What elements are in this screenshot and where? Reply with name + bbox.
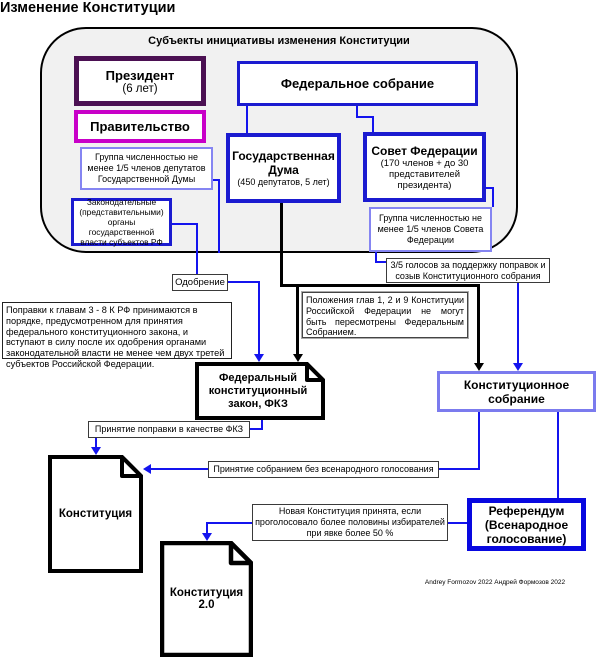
fkz-doc-title: Федеральный конституционный закон, ФКЗ: [208, 371, 308, 410]
constitution-doc-title: Конституция: [58, 508, 133, 520]
diagram-title: Изменение Конституции: [0, 0, 176, 16]
connector-fkzlabel-h: [250, 428, 263, 430]
connector-to-assembly-black: [477, 286, 480, 364]
connector-approval-h: [228, 281, 260, 283]
arrow-into-fkz-black: [293, 354, 303, 362]
state-duma-box: [226, 133, 341, 203]
federation-council-sub: (170 членов + до 30 представителей президента): [380, 157, 469, 191]
arrow-into-fkz-blue: [254, 354, 264, 362]
connector-assembly-left-h: [439, 468, 480, 470]
government-box: [74, 110, 206, 143]
government-title: Правительство: [90, 119, 190, 134]
president-title: Президент: [105, 67, 175, 83]
duma-initiative-group-box: Группа численностью не менее 1/5 членов депутатов Государственной Думы: [80, 147, 213, 190]
state-duma-sub: (450 депутатов, 5 лет): [237, 177, 330, 187]
constitutional-assembly-box: Конституционное собрание: [437, 371, 596, 412]
connector-council-group-v: [492, 187, 494, 207]
connector-duma-down: [280, 203, 283, 287]
connector-regional-h: [172, 223, 198, 225]
federation-council-title: Совет Федерации: [371, 143, 478, 158]
constitution2-doc-title: Конституция 2.0: [169, 587, 244, 611]
fkz-adoption-label: Принятие поправки в качестве ФКЗ: [88, 421, 250, 438]
arrow-into-constitution2: [202, 533, 212, 541]
president-box: [74, 56, 206, 106]
connector-threefifths-h: [375, 261, 386, 263]
connector-regional-v: [196, 223, 198, 274]
president-term: (6 лет): [122, 82, 158, 95]
approval-label: Одобрение: [172, 274, 228, 291]
arrow-into-constitution-side: [143, 464, 151, 474]
arrow-into-assembly-blue: [513, 363, 523, 371]
connector-dumagroup-v: [218, 179, 220, 253]
regional-bodies-box: Законодательные (представительными) органы государственной власти субъектов РФ: [71, 198, 172, 246]
state-duma-title: Государственная Дума: [232, 149, 335, 177]
assembly-adoption-label: Принятие собранием без всенародного голосования: [208, 461, 439, 478]
arrow-into-assembly-black: [474, 363, 484, 371]
federation-council-box: [363, 132, 486, 202]
connector-to-fkz-black: [296, 286, 299, 356]
arrow-into-constitution-top: [91, 447, 101, 455]
subjects-container-label: Субъекты инициативы изменения Конституции: [148, 35, 410, 47]
three-fifths-label: 3/5 голосов за поддержку поправок и созыв Конституционного собрания: [386, 258, 550, 283]
connector-adoption-constitution: [150, 468, 208, 470]
chapters-note: Положения глав 1, 2 и 9 Конституции Российской Федерации не могут быть пересмотрены Федеральным Собранием.: [302, 292, 468, 338]
referendum-box: Референдум (Всенародное голосование): [467, 498, 586, 551]
connector-approval-v: [258, 281, 260, 356]
federal-assembly-box: [237, 61, 478, 106]
connector-assembly-left-v: [478, 412, 480, 470]
federal-assembly-title: Федеральное собрание: [280, 76, 435, 91]
connector-rule-h: [206, 522, 252, 524]
connector-threefifths-assembly: [517, 282, 519, 364]
connector-assembly-referendum: [557, 412, 559, 498]
connector-fa-duma: [246, 106, 248, 133]
referendum-rule-label: Новая Конституция принята, если проголосовало более половины избирателей при явке более 50 %: [252, 504, 448, 541]
connector-main-horizontal: [280, 284, 480, 287]
connector-rule-referendum: [448, 522, 467, 524]
amendments-note: Поправки к главам 3 - 8 К РФ принимаются в порядке, предусмотренном для принятия федерального конституционного закона, и вступают в силу после их одобрения органами законодательной власти не менее чем двух третей субъектов Российской Федерации.: [2, 302, 232, 359]
council-initiative-group-box: Группа численностью не менее 1/5 членов Совета Федерации: [369, 207, 492, 252]
credit-text: Andrey Formozov 2022 Андрей Формозов 2022: [424, 579, 566, 586]
connector-fa-council-v2: [372, 116, 374, 132]
